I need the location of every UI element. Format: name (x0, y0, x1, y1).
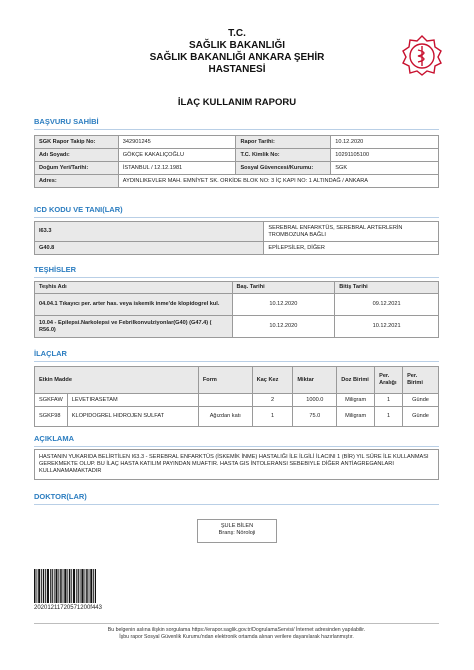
footer-line-1: Bu belgenin aslına ilişkin sorgulama https://erapor.saglik.gov.tr/DogrulamaServisi/ İnternet adresinden yapılabilir. (107, 627, 366, 633)
icd-description: EPİLEPSİLER, DİĞER (264, 242, 439, 255)
icd-description: SEREBRAL ENFARKTÜS, SEREBRAL ARTERLERİN TROMBOZUNA BAĞLI (264, 222, 439, 242)
section-title-diagnoses: TEŞHİSLER (34, 265, 439, 278)
diagnosis-end-header: Bitiş Tarihi (335, 282, 439, 294)
name-label: Adı Soyadı: (35, 149, 119, 162)
section-title-icd: ICD KODU VE TANI(LAR) (34, 205, 439, 218)
insurance-value: SGK (331, 162, 439, 175)
diagnosis-end: 10.12.2021 (335, 316, 439, 338)
explanation-text: HASTANIN YUKARIDA BELİRTİLEN I63.3 - SEREBRAL ENFARKTÜS (İSKEMİK İNME) HASTALIĞI İLE İLGİLİ İLACINI 1 (BİR) YIL SÜRE İLE KULLANMASI GEREKMEKTE OLUP. BU İLAÇ HASTA KATILIM PAYINDAN MUAFTIR. HASTA GIS İNTOLERANSI SEBEBIYLE DİĞER ANTİAGREGANLARI KULLANAMAMAKTADIR (35, 450, 439, 480)
tc-label: T.C. Kimlik No: (236, 149, 331, 162)
drug-unit: Miligram (337, 407, 375, 427)
icd-code: G40.8 (35, 242, 264, 255)
drug-code: SGKFAW (35, 394, 68, 407)
section-title-explanation: AÇIKLAMA (34, 434, 439, 447)
drug-interval: 1 (375, 407, 403, 427)
birth-label: Doğum Yeri/Tarihi: (35, 162, 119, 175)
header-line-1: T.C. (228, 28, 246, 39)
page-footer (34, 623, 439, 641)
drug-times: 1 (252, 407, 293, 427)
header-line-4: HASTANESİ (208, 64, 266, 75)
drug-form: Ağızdan katı (198, 407, 252, 427)
table-row (35, 407, 439, 427)
ministry-logo-icon (400, 33, 444, 77)
drug-form-header: Form (198, 367, 252, 394)
name-value: GÖKÇE KAKALIÇOĞLU (118, 149, 236, 162)
footer-line-2: İşbu rapor Sosyal Güvenlik Kurumu'ndan elektronik ortamda alınan verilere dayanılarak hazırlanmıştır. (119, 634, 354, 640)
explanation-box (34, 449, 439, 480)
drug-form (198, 394, 252, 407)
drug-interval: 1 (375, 394, 403, 407)
birth-value: İSTANBUL / 12.12.1981 (118, 162, 236, 175)
drug-name: KLOPIDOGREL HIDROJEN SULFAT (67, 407, 198, 427)
doctor-name: ŞULE BİLEN (220, 523, 254, 529)
table-row (35, 394, 439, 407)
drug-period-header: Per. Birimi (403, 367, 439, 394)
drug-code: SGKF98 (35, 407, 68, 427)
table-row (35, 316, 439, 338)
diagnosis-start: 10.12.2020 (232, 316, 335, 338)
drug-name-header: Etkin Madde (35, 367, 199, 394)
header-line-3: SAĞLIK BAKANLIĞI ANKARA ŞEHİR (149, 52, 325, 63)
applicant-table (34, 135, 439, 188)
icd-row (35, 222, 439, 242)
diagnoses-table (34, 281, 439, 338)
sgk-no-label: SGK Rapor Takip No: (35, 136, 119, 149)
doctor-branch: Branş: Nöroloji (218, 530, 256, 536)
table-row (35, 294, 439, 316)
header-line-2: SAĞLIK BAKANLIĞI (188, 40, 286, 51)
diagnosis-end: 09.12.2021 (335, 294, 439, 316)
section-title-drugs: İLAÇLAR (34, 349, 439, 362)
address-value: AYDINLIKEVLER MAH. EMNİYET SK. ORKİDE BLOK NO: 3 İÇ KAPI NO: 1 ALTINDAĞ / ANKARA (118, 175, 438, 188)
diagnosis-start: 10.12.2020 (232, 294, 335, 316)
icd-row (35, 242, 439, 255)
icd-code: I63.3 (35, 222, 264, 242)
tc-value: 10291105100 (331, 149, 439, 162)
barcode-icon (34, 569, 96, 603)
section-title-doctors: DOKTOR(LAR) (34, 492, 439, 505)
drug-period: Günde (403, 394, 439, 407)
drug-times-header: Kaç Kez (252, 367, 293, 394)
icd-table (34, 221, 439, 255)
section-title-applicant: BAŞVURU SAHİBİ (34, 117, 439, 130)
diagnosis-name-header: Teşhis Adı (35, 282, 233, 294)
drug-amount: 1000.0 (293, 394, 337, 407)
drug-period: Günde (403, 407, 439, 427)
diagnosis-start-header: Baş. Tarihi (232, 282, 335, 294)
drug-amount: 75.0 (293, 407, 337, 427)
diagnosis-name: 04.04.1 Tıkayıcı per. arter has. veya iskemik inme'de klopidogrel kul. (35, 294, 233, 316)
drug-name: LEVETIRASETAM (67, 394, 198, 407)
drugs-table (34, 366, 439, 427)
address-label: Adres: (35, 175, 119, 188)
doctor-card (197, 519, 277, 543)
sgk-no-value: 342901245 (118, 136, 236, 149)
diagnosis-name: 10.04 - Epilepsi.Narkolepsi ve Febrilkonvulziyonlar(G40) (G47.4) ( R56.0) (35, 316, 233, 338)
report-date-value: 10.12.2020 (331, 136, 439, 149)
drug-interval-header: Per. Aralığı (375, 367, 403, 394)
insurance-label: Sosyal Güvencesi/Kurumu: (236, 162, 331, 175)
report-title: İLAÇ KULLANIM RAPORU (177, 97, 297, 108)
drug-amount-header: Miktar (293, 367, 337, 394)
drug-unit-header: Doz Birimi (337, 367, 375, 394)
report-date-label: Rapor Tarihi: (236, 136, 331, 149)
drug-unit: Miligram (337, 394, 375, 407)
barcode-number: 20201211720571200f443 (34, 605, 102, 611)
drug-times: 2 (252, 394, 293, 407)
